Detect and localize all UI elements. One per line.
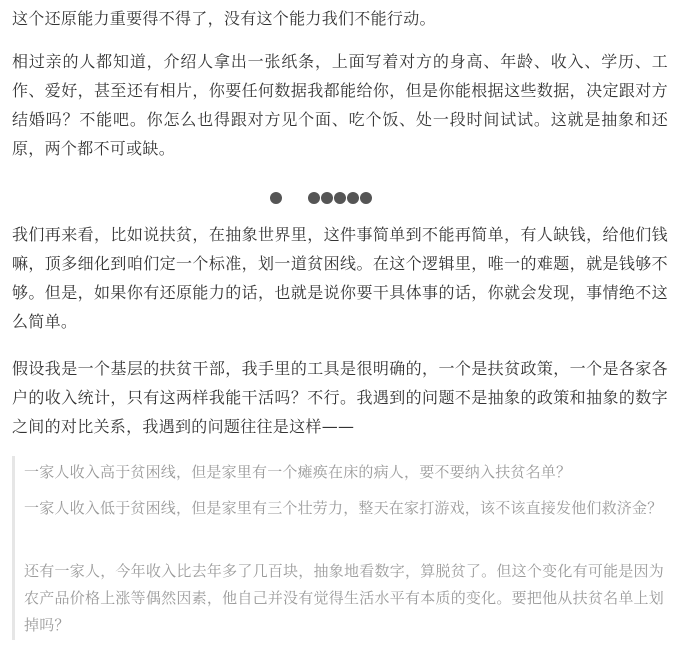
- blockquote: [12, 456, 668, 640]
- quote-item-3: 还有一家人，今年收入比去年多了几百块，抽象地看数字，算脱贫了。但这个变化有可能是因为农产品价格上涨等偶然因素，他自己并没有觉得生活水平有本质的变化。要把他从扶贫名单上划掉吗？: [24, 562, 664, 634]
- divider-dot: [270, 192, 282, 204]
- divider-dot: [334, 192, 346, 204]
- paragraph-2: 相过亲的人都知道，介绍人拿出一张纸条，上面写着对方的身高、年龄、收入、学历、工作、爱好，甚至还有相片，你要任何数据我都能给你，但是你能根据这些数据，决定跟对方结婚吗？不能吧。你怎么也得跟对方见个面、吃个饭、处一段时间试试。这就是抽象和还原，两个都不可或缺。: [12, 52, 668, 158]
- quote-item-2: 一家人收入低于贫困线，但是家里有三个壮劳力，整天在家打游戏，该不该直接发他们救济金？: [24, 499, 663, 517]
- divider-dot: [347, 192, 359, 204]
- paragraph-1: 这个还原能力重要得不得了，没有这个能力我们不能行动。: [12, 9, 436, 28]
- divider-dot: [321, 192, 333, 204]
- quote-item-1: 一家人收入高于贫困线，但是家里有一个瘫痪在床的病人，要不要纳入扶贫名单？: [24, 463, 572, 481]
- divider-dot: [360, 192, 372, 204]
- section-divider: [270, 190, 430, 206]
- divider-dot: [308, 192, 320, 204]
- paragraph-4: 假设我是一个基层的扶贫干部，我手里的工具是很明确的，一个是扶贫政策，一个是各家各户的收入统计，只有这两样我能干活吗？不行。我遇到的问题不是抽象的政策和抽象的数字之间的对比关系，我遇到的问题往往是这样——: [12, 359, 668, 436]
- paragraph-3: 我们再来看，比如说扶贫，在抽象世界里，这件事简单到不能再简单，有人缺钱，给他们钱嘛，顶多细化到咱们定一个标准，划一道贫困线。在这个逻辑里，唯一的难题，就是钱够不够。但是，如果你有还原能力的话，也就是说你要干具体事的话，你就会发现，事情绝不这么简单。: [12, 225, 668, 331]
